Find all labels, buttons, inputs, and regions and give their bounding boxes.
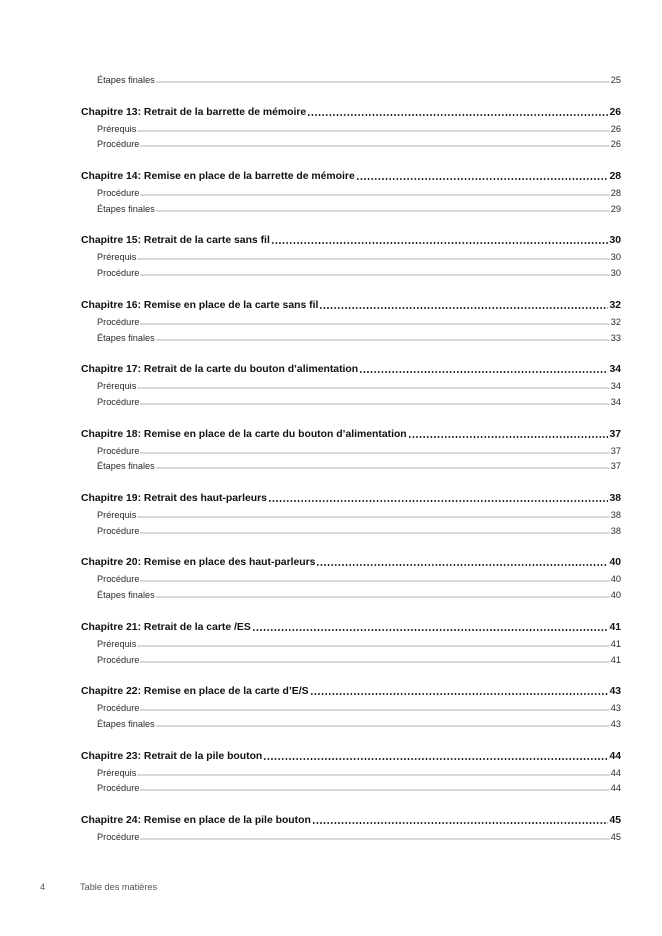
toc-entry-title: Procédure	[97, 268, 140, 279]
toc-entry-page: 37	[609, 428, 621, 440]
toc-entry-title: Étapes finales	[97, 203, 155, 214]
toc-entry-page: 25	[610, 75, 621, 85]
toc-entry-title: Chapitre 14: Remise en place de la barrette de mémoire	[81, 171, 355, 182]
toc-entry-title: Étapes finales	[97, 332, 155, 343]
footer-label: Table des matières	[80, 882, 158, 892]
toc-entry-title: Procédure	[97, 397, 140, 407]
dot-leader	[137, 645, 609, 647]
toc-section-entry[interactable]	[97, 715, 621, 729]
dot-leader	[140, 532, 609, 534]
toc-entry-page: 28	[610, 187, 621, 198]
dot-leader	[137, 130, 609, 132]
toc-entry-page: 30	[610, 252, 621, 263]
toc-entry-page: 43	[609, 686, 621, 698]
toc-entry-title: Procédure	[97, 654, 140, 665]
toc-chapter-entry[interactable]	[81, 168, 621, 182]
toc-entry-title: Procédure	[97, 316, 140, 327]
dot-leader	[156, 81, 610, 83]
toc-entry-title: Procédure	[97, 574, 140, 585]
dot-leader	[263, 758, 608, 760]
toc-chapter-entry[interactable]	[81, 232, 621, 246]
toc-entry-title: Étapes finales	[97, 461, 155, 472]
dot-leader	[319, 307, 608, 309]
toc-entry-page: 40	[610, 574, 621, 585]
toc-entry-page: 40	[609, 557, 621, 569]
toc-entry-title: Chapitre 19: Retrait des haut-parleurs	[81, 493, 267, 504]
toc-entry-page: 44	[610, 783, 621, 794]
dot-leader	[140, 838, 609, 840]
toc-section-entry[interactable]	[97, 264, 621, 278]
toc-entry-page: 30	[609, 235, 621, 247]
toc-section-entry[interactable]	[97, 120, 621, 134]
toc-chapter-entry[interactable]	[81, 104, 621, 118]
toc-section-entry[interactable]	[97, 313, 621, 327]
toc-section-entry[interactable]	[97, 522, 621, 536]
toc-section-entry[interactable]	[97, 570, 621, 584]
toc-chapter-entry[interactable]	[81, 361, 621, 375]
dot-leader	[252, 629, 609, 631]
dot-leader	[137, 387, 609, 389]
toc-chapter-entry[interactable]	[81, 297, 621, 311]
toc-chapter-entry[interactable]	[81, 554, 621, 568]
toc-entry-title: Chapitre 17: Retrait de la carte du bouton d’alimentation	[81, 364, 359, 376]
toc-section-entry[interactable]	[97, 586, 621, 600]
toc-entry-page: 26	[609, 106, 621, 118]
dot-leader	[156, 596, 610, 598]
toc-entry-page: 37	[610, 461, 621, 472]
toc-entry-title: Procédure	[97, 703, 140, 714]
toc-entry-title: Procédure	[97, 139, 140, 150]
toc-entry-page: 26	[610, 139, 621, 150]
toc-entry-title: Chapitre 15: Retrait de la carte sans fil	[81, 235, 270, 247]
toc-entry-title: Procédure	[97, 831, 140, 842]
dot-leader	[140, 580, 609, 582]
toc-section-entry[interactable]	[97, 699, 621, 713]
toc-entry-title: Chapitre 22: Remise en place de la carte d’E/S	[81, 686, 309, 698]
toc-entry-title: Chapitre 20: Remise en place des haut-parleurs	[81, 557, 316, 569]
toc-section-entry[interactable]	[97, 393, 621, 407]
toc-entry-page: 33	[610, 332, 621, 343]
dot-leader	[140, 274, 609, 276]
dot-leader	[310, 693, 609, 695]
toc-entry-page: 43	[610, 703, 621, 714]
dot-leader	[137, 516, 609, 518]
toc-entry-title: Prérequis	[97, 381, 137, 392]
toc-entry-page: 44	[610, 767, 621, 778]
toc-section-entry[interactable]	[97, 651, 621, 665]
toc-entry-title: Prérequis	[97, 252, 137, 263]
toc-entry-title: Prérequis	[97, 123, 137, 134]
toc-entry-page: 45	[609, 815, 621, 826]
toc-entry-title: Procédure	[97, 445, 140, 456]
toc-entry-page: 32	[610, 316, 621, 327]
toc-section-entry[interactable]	[97, 135, 621, 149]
toc-entry-title: Procédure	[97, 525, 140, 536]
toc-entry-page: 34	[610, 397, 621, 407]
toc-entry-page: 38	[609, 493, 621, 504]
toc-section-entry[interactable]	[97, 764, 621, 778]
toc-section-entry[interactable]	[97, 200, 621, 214]
dot-leader	[140, 194, 609, 196]
dot-leader	[140, 145, 609, 147]
dot-leader	[140, 452, 609, 454]
toc-section-entry[interactable]	[97, 377, 621, 391]
dot-leader	[156, 725, 610, 727]
toc-section-entry[interactable]	[97, 506, 621, 520]
dot-leader	[140, 323, 609, 325]
toc-entry-page: 38	[610, 525, 621, 536]
toc-entry-page: 29	[610, 203, 621, 214]
toc-chapter-entry[interactable]	[81, 748, 621, 762]
toc-entry-page: 41	[609, 621, 621, 633]
toc-entry-page: 37	[610, 445, 621, 456]
dot-leader	[408, 436, 609, 438]
toc-entry-title: Prérequis	[97, 767, 137, 778]
dot-leader	[312, 822, 609, 824]
toc-entry-title: Chapitre 18: Remise en place de la carte du bouton d’alimentation	[81, 428, 407, 440]
toc-entry-page: 41	[610, 638, 621, 649]
toc-entry-title: Chapitre 23: Retrait de la pile bouton	[81, 750, 263, 762]
toc-section-entry[interactable]	[97, 779, 621, 793]
toc-entry-title: Étapes finales	[97, 719, 155, 729]
toc-chapter-entry[interactable]	[81, 490, 621, 504]
dot-leader	[359, 371, 608, 373]
footer-page-number: 4	[40, 882, 46, 892]
dot-leader	[307, 114, 608, 116]
toc-entry-title: Chapitre 21: Retrait de la carte /ES	[81, 621, 251, 633]
toc-entry-title: Chapitre 16: Remise en place de la carte sans fil	[81, 299, 319, 311]
toc-entry-title: Prérequis	[97, 509, 137, 520]
dot-leader	[156, 210, 610, 212]
dot-leader	[271, 242, 609, 244]
toc-entry-title: Chapitre 24: Remise en place de la pile bouton	[81, 815, 311, 826]
toc-section-entry[interactable]	[97, 457, 621, 471]
toc-entry-page: 34	[610, 381, 621, 392]
toc-entry-title: Étapes finales	[97, 75, 155, 85]
dot-leader	[140, 789, 609, 791]
toc-entry-page: 30	[610, 268, 621, 279]
toc-entry-page: 43	[610, 719, 621, 729]
dot-leader	[156, 467, 610, 469]
dot-leader	[140, 709, 609, 711]
dot-leader	[137, 774, 609, 776]
toc-entry-page: 38	[610, 509, 621, 520]
toc-section-entry[interactable]	[97, 635, 621, 649]
page-footer	[0, 882, 662, 896]
toc-entry-title: Procédure	[97, 783, 140, 794]
toc-section-entry[interactable]	[97, 828, 621, 842]
toc-section-entry[interactable]	[97, 184, 621, 198]
toc-chapter-entry[interactable]	[81, 683, 621, 697]
toc-entry-page: 26	[610, 123, 621, 134]
toc-section-entry[interactable]	[97, 248, 621, 262]
dot-leader	[156, 339, 610, 341]
toc-entry-page: 45	[610, 831, 621, 842]
toc-section-entry[interactable]	[97, 71, 621, 85]
toc-entry-title: Procédure	[97, 187, 140, 198]
toc-entry-page: 44	[609, 750, 621, 762]
toc-entry-title: Étapes finales	[97, 590, 155, 601]
toc-chapter-entry[interactable]	[81, 812, 621, 826]
toc-entry-page: 28	[609, 171, 621, 182]
toc-entry-page: 32	[609, 299, 621, 311]
toc-section-entry[interactable]	[97, 442, 621, 456]
dot-leader	[140, 403, 609, 405]
dot-leader	[316, 564, 608, 566]
toc-entry-title: Prérequis	[97, 638, 137, 649]
toc-entry-page: 40	[610, 590, 621, 601]
toc-entry-page: 34	[609, 364, 621, 376]
dot-leader	[140, 661, 609, 663]
toc-chapter-entry[interactable]	[81, 619, 621, 633]
toc-entry-title: Chapitre 13: Retrait de la barrette de mémoire	[81, 106, 307, 118]
dot-leader	[356, 178, 609, 180]
toc-chapter-entry[interactable]	[81, 426, 621, 440]
toc-section-entry[interactable]	[97, 329, 621, 343]
dot-leader	[268, 500, 609, 502]
dot-leader	[137, 258, 609, 260]
toc-entry-page: 41	[610, 654, 621, 665]
